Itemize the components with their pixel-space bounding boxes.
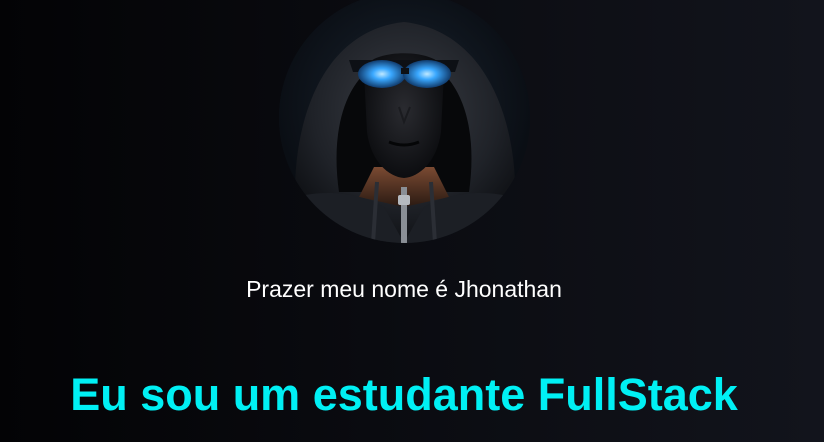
headline-text: Eu sou um estudante FullStack: [70, 369, 738, 420]
avatar: [279, 0, 530, 243]
greeting-text: Prazer meu nome é Jhonathan: [246, 276, 562, 302]
hooded-figure-icon: [279, 0, 530, 243]
